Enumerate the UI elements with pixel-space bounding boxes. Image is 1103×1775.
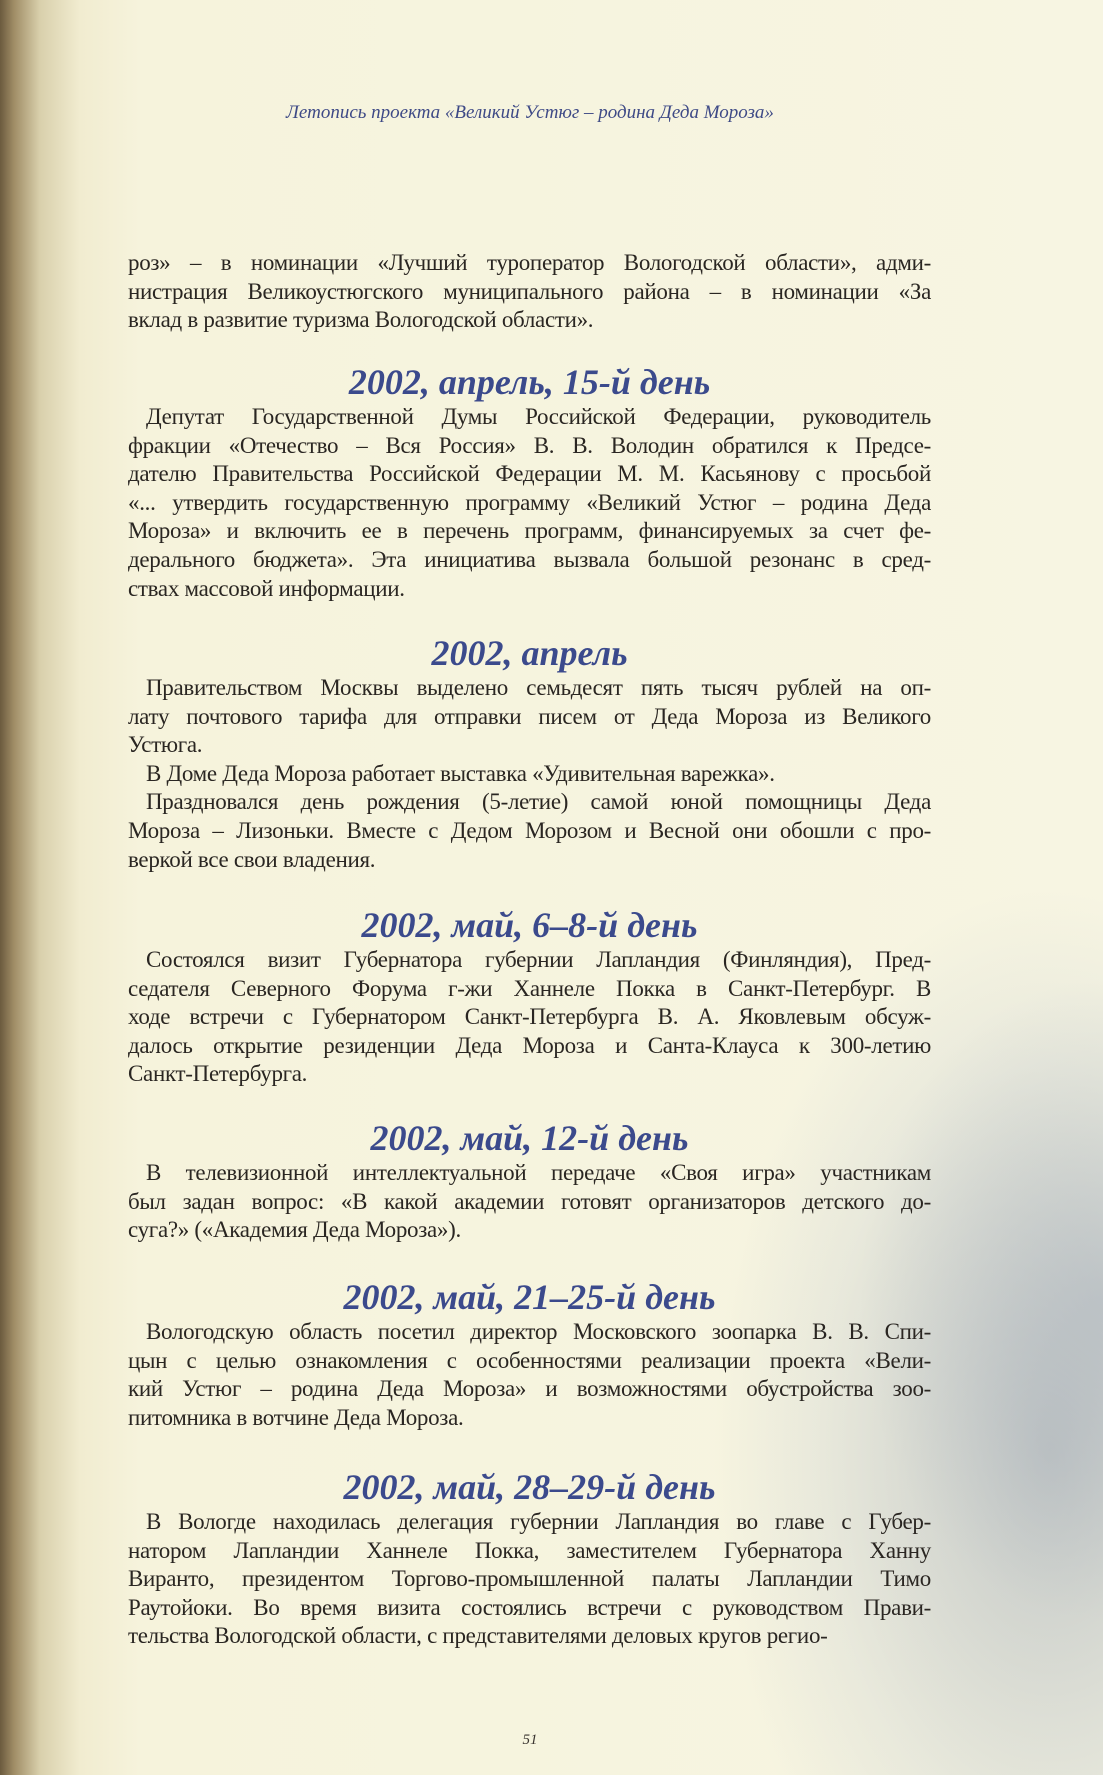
- entry-date-heading: 2002, май, 6–8-й день: [361, 905, 698, 945]
- text-line: цын с целью ознакомления с особенностями реализации проекта «Вели-: [128, 1347, 931, 1373]
- text-line: «... утвердить государственную программу «Великий Устюг – родина Деда: [128, 489, 931, 515]
- text-line: роз» – в номинации «Лучший туроператор Вологодской области», адми-: [128, 250, 931, 275]
- paragraph: [128, 788, 931, 874]
- text-line: Правительством Москвы выделено семьдесят пять тысяч рублей на оп-: [146, 675, 931, 700]
- text-line: Устюга.: [128, 732, 203, 758]
- text-line: дерального бюджета». Эта инициатива вызвала большой резонанс в сред-: [128, 546, 931, 572]
- text-line: ствах массовой информации.: [128, 575, 405, 601]
- text-line: Вологодскую область посетил директор Московского зоопарка В. В. Спи-: [146, 1319, 931, 1344]
- text-line: далось открытие резиденции Деда Мороза и Санта-Клауса к 300-летию: [128, 1032, 931, 1058]
- text-line: нистрация Великоустюгского муниципального района – в номинации «За: [128, 278, 931, 304]
- text-line: питомника в вотчине Деда Мороза.: [128, 1404, 464, 1430]
- entry-date-heading: 2002, апрель: [431, 633, 628, 673]
- text-line: Мороза – Лизоньки. Вместе с Дедом Морозом и Весной они обошли с про-: [128, 817, 931, 843]
- paragraph: [128, 403, 931, 603]
- text-line: ходе встречи с Губернатором Санкт-Петербурга В. А. Яковлевым обсуж-: [128, 1004, 931, 1030]
- chronicle-entry: [128, 1118, 931, 1245]
- text-line: Состоялся визит Губернатора губернии Лапландия (Финляндия), Пред-: [146, 947, 931, 972]
- paragraph: [128, 1318, 931, 1432]
- text-line: суга?» («Академия Деда Мороза»).: [128, 1217, 461, 1243]
- text-line: В телевизионной интеллектуальной передаче «Своя игра» участникам: [146, 1160, 931, 1185]
- entry-date-heading: 2002, апрель, 15-й день: [348, 362, 711, 402]
- page-number: 51: [522, 1732, 538, 1748]
- text-line: фракции «Отечество – Вся Россия» В. В. Володин обратился к Предсе-: [128, 432, 931, 458]
- text-line: Депутат Государственной Думы Российской Федерации, руководитель: [146, 404, 931, 429]
- text-line: Праздновался день рождения (5-летие) самой юной помощницы Деда: [146, 789, 931, 815]
- chronicle-entry: [128, 1277, 931, 1432]
- paragraph: [128, 946, 931, 1089]
- entry-date-heading: 2002, май, 12-й день: [370, 1118, 689, 1158]
- text-line: был задан вопрос: «В какой академии готовят организаторов детского до-: [128, 1188, 931, 1214]
- text-line: тельства Вологодской области, с представителями деловых кругов регио-: [128, 1623, 828, 1649]
- text-line: В Доме Деда Мороза работает выставка «Удивительная варежка».: [146, 760, 775, 786]
- entry-date-heading: 2002, май, 28–29-й день: [343, 1467, 716, 1507]
- chronicle-entry: [128, 1467, 931, 1651]
- text-line: лату почтового тарифа для отправки писем от Деда Мороза из Великого: [128, 703, 931, 729]
- text-line: дателю Правительства Российской Федерации М. М. Касьянову с просьбой: [128, 461, 931, 487]
- chronicle-entry: [128, 905, 931, 1089]
- paragraph: [128, 760, 931, 789]
- text-line: вклад в развитие туризма Вологодской области».: [128, 307, 594, 333]
- running-head: Летопись проекта «Великий Устюг – родина Деда Мороза»: [286, 102, 774, 123]
- text-line: кий Устюг – родина Деда Мороза» и возможностями обустройства зоо-: [128, 1376, 931, 1402]
- paragraph: [128, 674, 931, 760]
- text-line: натором Лапландии Ханнеле Покка, заместителем Губернатора Ханну: [128, 1537, 931, 1563]
- paragraph: [128, 249, 931, 335]
- text-line: веркой все свои владения.: [128, 846, 376, 872]
- text-line: В Вологде находилась делегация губернии Лапландия во главе с Губер-: [146, 1509, 931, 1534]
- chronicle-entry: [128, 633, 931, 874]
- paragraph: [128, 1159, 931, 1245]
- text-line: Санкт-Петербурга.: [128, 1061, 308, 1087]
- text-line: Виранто, президентом Торгово-промышленной палаты Лапландии Тимо: [128, 1566, 931, 1592]
- text-line: Раутойоки. Во время визита состоялись встречи с руководством Прави-: [128, 1594, 931, 1620]
- text-line: Мороза» и включить ее в перечень программ, финансируемых за счет фе-: [128, 518, 931, 544]
- chronicle-entry: [128, 362, 931, 603]
- entry-date-heading: 2002, май, 21–25-й день: [343, 1277, 716, 1317]
- text-line: седателя Северного Форума г-жи Ханнеле Покка в Санкт-Петербург. В: [128, 975, 931, 1001]
- section-continuation: [128, 249, 931, 335]
- paragraph: [128, 1508, 931, 1651]
